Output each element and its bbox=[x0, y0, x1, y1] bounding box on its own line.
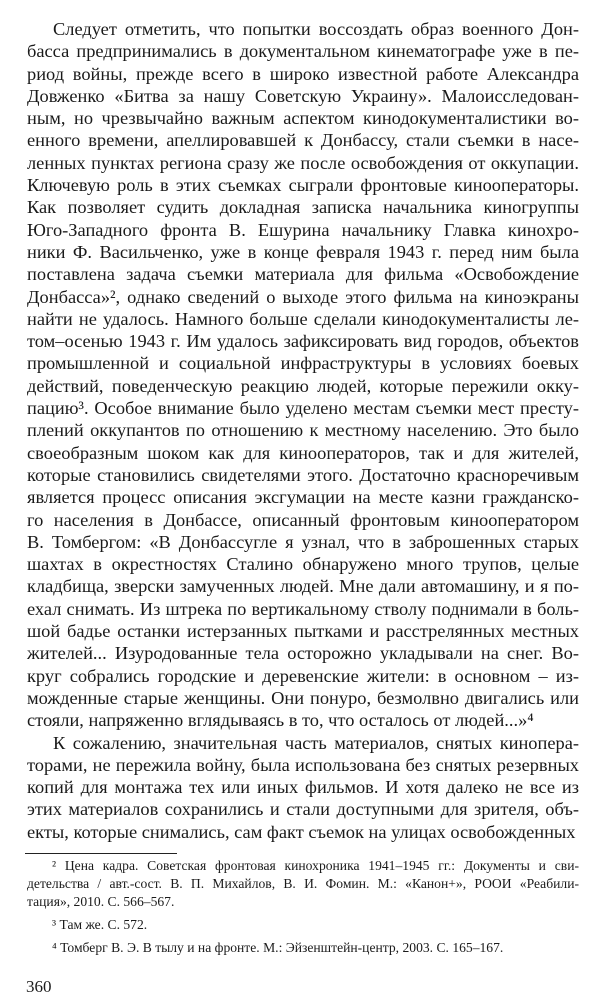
text-line: ным, но чрезвычайно важным аспектом кинодокументалистики во- bbox=[27, 108, 579, 129]
text-line: том–осенью 1943 г. Им удалось зафиксировать вид городов, объектов bbox=[27, 331, 579, 352]
text-line: енного времени, апеллировавшей к Донбассу, стали съемки в насе- bbox=[27, 130, 579, 151]
page-number: 360 bbox=[26, 977, 52, 996]
text-line: В. Томбергом: «В Донбассугле я узнал, что в заброшенных старых bbox=[27, 531, 579, 552]
footnote-line: ³ Там же. С. 572. bbox=[52, 917, 148, 932]
text-line: своеобразным шоком как для кинооператоров, так и для жителей, bbox=[27, 442, 579, 463]
text-line: действий, поведенческую реакцию людей, которые пережили окку- bbox=[27, 375, 579, 396]
text-line: Юго-Западного фронта В. Ешурина начальнику Главка кинохро- bbox=[27, 219, 579, 240]
text-line: Как позволяет судить докладная записка начальника киногруппы bbox=[27, 197, 579, 218]
footnote-line: ⁴ Томберг В. Э. В тылу и на фронте. М.: Эйзенштейн-центр, 2003. С. 165–167. bbox=[52, 940, 504, 955]
text-line: Донбасса»², однако сведений о выходе этого фильма на киноэкраны bbox=[27, 286, 579, 307]
text-line: стояли, напряженно вглядываясь в то, что осталось от людей...»⁴ bbox=[27, 710, 534, 731]
text-line: ехал снимать. Из штрека по вертикальному стволу поднимали в боль- bbox=[27, 598, 579, 619]
text-line: торами, не пережила войну, была использована без снятых резервных bbox=[27, 754, 579, 775]
text-line: Довженко «Битва за нашу Советскую Украину». Малоисследован- bbox=[27, 85, 579, 106]
text-line: го населения в Донбассе, описанный фронтовым кинооператором bbox=[27, 509, 579, 530]
text-line: копий для монтажа тех или иных фильмов. И хотя далеко не все из bbox=[27, 777, 579, 798]
text-line: промышленной и социальной инфраструктуры в условиях боевых bbox=[27, 353, 579, 374]
text-line: этих материалов сохранились и стали доступными для зрителя, объ- bbox=[27, 799, 579, 820]
text-line: шой бадье останки истерзанных пытками и расстрелянных местных bbox=[27, 621, 579, 642]
text-line: К сожалению, значительная часть материалов, снятых кинопера- bbox=[53, 732, 579, 753]
text-line: басса предпринимались в документальном кинематографе уже в пе- bbox=[27, 41, 579, 62]
text-line: шахтах в окрестностях Сталино обнаружено много трупов, целые bbox=[27, 554, 579, 575]
text-line: поставлена задача съемки материала для фильма «Освобождение bbox=[27, 264, 579, 285]
footnote-line: ² Цена кадра. Советская фронтовая кинохроника 1941–1945 гг.: Документы и сви- bbox=[52, 858, 579, 873]
text-line: найти не удалось. Намного больше сделали кинодокументалисты ле- bbox=[27, 308, 579, 329]
text-line: екты, которые снимались, сам факт съемок на улицах освобожденных bbox=[27, 821, 576, 842]
text-line: можденные старые женщины. Они понуро, безмолвно двигались или bbox=[27, 687, 579, 708]
footnotes bbox=[27, 857, 579, 957]
text-line: Ключевую роль в этих съемках сыграли фронтовые кинооператоры. bbox=[27, 175, 579, 196]
text-line: ники Ф. Васильченко, уже в конце февраля 1943 г. перед ним была bbox=[27, 241, 579, 262]
body-text bbox=[27, 18, 579, 843]
text-line: плений оккупантов по отношению к местному населению. Это было bbox=[27, 420, 579, 441]
text-line: риод войны, прежде всего в широко известной работе Александра bbox=[27, 63, 579, 84]
text-line: ленных пунктах региона сразу же после освобождения от оккупации. bbox=[27, 152, 579, 173]
text-line: которые становились свидетелями этого. Достаточно красноречивым bbox=[27, 464, 579, 485]
text-line: является процесс описания эксгумации на месте казни гражданско- bbox=[27, 487, 579, 508]
footnote-divider bbox=[25, 853, 177, 854]
text-line: кладбища, зверски замученных людей. Мне дали автомашину, и я по- bbox=[27, 576, 579, 597]
text-line: жителей... Изуродованные тела осторожно укладывали на снег. Во- bbox=[27, 643, 579, 664]
text-line: Следует отметить, что попытки воссоздать образ военного Дон- bbox=[53, 19, 579, 39]
text-line: пацию³. Особое внимание было уделено местам съемки мест престу- bbox=[27, 398, 579, 419]
footnote-line: детельства / авт.-сост. В. П. Михайлов, В. И. Фомин. М.: «Канон+», РООИ «Реабили- bbox=[27, 876, 579, 891]
text-line: круг собрались городские и деревенские жители: в основном – из- bbox=[27, 665, 579, 686]
footnote-line: тация», 2010. С. 566–567. bbox=[27, 894, 175, 909]
